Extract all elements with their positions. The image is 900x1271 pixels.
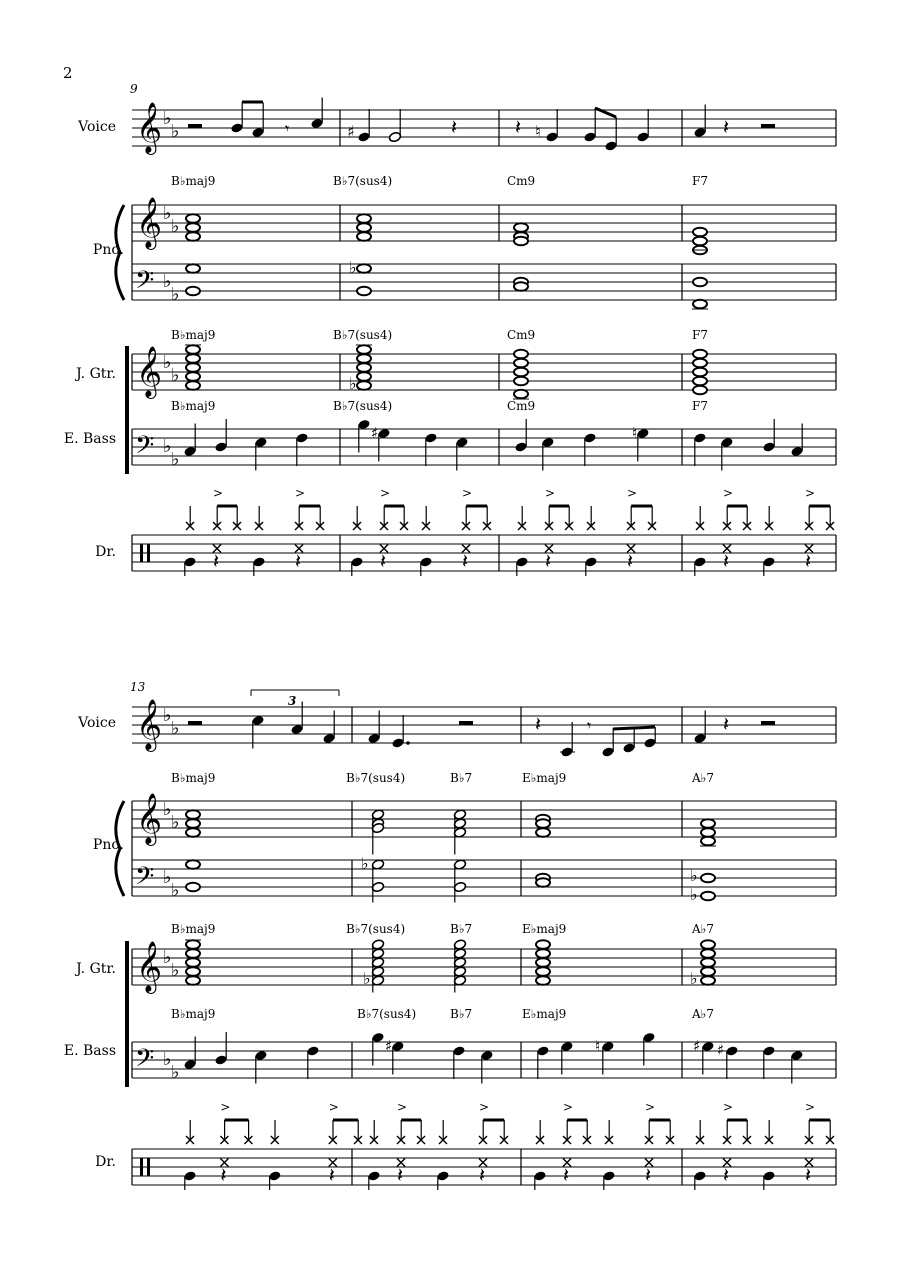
whole-note [701, 967, 715, 976]
sharp-icon: ♯ [717, 1041, 725, 1059]
quarter-rest: 𝄽 [723, 1163, 730, 1187]
whole-note [701, 874, 715, 883]
accent-mark: > [462, 486, 473, 500]
accent-mark: > [220, 1100, 231, 1114]
whole-note [536, 949, 550, 958]
half-rest [459, 721, 473, 726]
whole-note [514, 368, 528, 377]
whole-note [186, 949, 200, 958]
flat-icon: ♭ [171, 960, 180, 981]
measure-number: 13 [130, 680, 146, 694]
chord-symbol: B♭7(sus4) [346, 922, 406, 936]
quarter-rest: 𝄽 [627, 549, 634, 573]
instrument-label-guitar: J. Gtr. [76, 366, 116, 382]
quarter-rest: 𝄽 [462, 549, 469, 573]
flat-icon: ♭ [163, 867, 172, 888]
whole-note [536, 967, 550, 976]
whole-note [186, 264, 200, 273]
half-rest [188, 721, 202, 726]
instrument-label-voice: Voice [78, 119, 116, 135]
instrument-label-voice: Voice [78, 715, 116, 731]
whole-note [701, 958, 715, 967]
chord-symbol: E♭maj9 [522, 922, 567, 936]
whole-note [693, 350, 707, 359]
quarter-rest: 𝄽 [723, 712, 730, 736]
treble-clef-icon: 𝄞 [136, 102, 163, 153]
bass-clef-icon: 𝄢 [135, 1044, 155, 1079]
chord-symbol: B♭maj9 [171, 771, 216, 785]
chord-symbol: B♭maj9 [171, 174, 216, 188]
quarter-rest: 𝄽 [295, 549, 302, 573]
quarter-rest: 𝄽 [397, 1163, 404, 1187]
whole-note [536, 819, 550, 828]
quarter-rest: 𝄽 [213, 549, 220, 573]
treble-clef-icon: 𝄞 [136, 197, 163, 248]
beam [595, 108, 616, 117]
flat-icon: ♭ [171, 1062, 180, 1083]
whole-note [186, 287, 200, 296]
piano-brace [116, 205, 124, 300]
accent-mark: > [723, 486, 734, 500]
chord-symbol: B♭7 [450, 771, 473, 785]
whole-note [186, 967, 200, 976]
whole-note [186, 381, 200, 390]
accent-mark: > [563, 1100, 574, 1114]
percussion-clef-icon [147, 544, 150, 562]
eighth-rest: 𝄾 [587, 716, 592, 735]
half-rest [761, 721, 775, 726]
whole-note [186, 819, 200, 828]
flat-icon: ♭ [349, 374, 357, 393]
whole-note [186, 345, 200, 354]
instrument-label-piano: Pno. [92, 242, 124, 258]
whole-note [701, 940, 715, 949]
whole-note [186, 828, 200, 837]
chord-symbol: F7 [692, 328, 708, 342]
quarter-rest: 𝄽 [479, 1163, 486, 1187]
quarter-rest: 𝄽 [515, 115, 522, 139]
percussion-clef-icon [140, 1158, 143, 1176]
measure-number: 9 [130, 82, 138, 96]
accent-mark: > [545, 486, 556, 500]
accent-mark: > [645, 1100, 656, 1114]
chord-symbol: B♭maj9 [171, 328, 216, 342]
whole-note [186, 883, 200, 892]
accent-mark: > [805, 1100, 816, 1114]
whole-note [186, 232, 200, 241]
whole-note [357, 214, 371, 223]
quarter-rest: 𝄽 [723, 549, 730, 573]
whole-note [693, 228, 707, 237]
chord-symbol: B♭7 [450, 1007, 473, 1021]
whole-note [357, 345, 371, 354]
half-rest [188, 124, 202, 129]
quarter-rest: 𝄽 [805, 549, 812, 573]
flat-icon: ♭ [163, 799, 172, 820]
flat-icon: ♭ [163, 1049, 172, 1070]
whole-note [514, 282, 528, 291]
flat-icon: ♭ [163, 271, 172, 292]
flat-icon: ♭ [171, 812, 180, 833]
whole-note [701, 819, 715, 828]
whole-note [693, 386, 707, 395]
instrument-label-guitar: J. Gtr. [76, 961, 116, 977]
chord-symbol: E♭maj9 [522, 1007, 567, 1021]
accent-mark: > [723, 1100, 734, 1114]
instrument-label-bass: E. Bass [63, 1043, 116, 1059]
accent-mark: > [213, 486, 224, 500]
flat-icon: ♭ [171, 284, 180, 305]
chord-symbol: B♭maj9 [171, 922, 216, 936]
whole-note [186, 214, 200, 223]
whole-note [186, 363, 200, 372]
natural-icon: ♮ [632, 424, 638, 442]
whole-note [701, 892, 715, 901]
sharp-icon: ♯ [347, 122, 355, 141]
whole-note [186, 860, 200, 869]
chord-symbol: B♭7 [450, 922, 473, 936]
instrument-label-drums: Dr. [95, 544, 116, 560]
page-number: 2 [63, 64, 73, 82]
treble-clef-icon: 𝄞 [136, 941, 163, 992]
whole-note [357, 363, 371, 372]
bass-clef-icon: 𝄢 [135, 266, 155, 301]
whole-note [357, 223, 371, 232]
instrument-label-piano: Pno. [92, 837, 124, 853]
whole-note [693, 359, 707, 368]
sharp-icon: ♯ [385, 1037, 393, 1055]
chord-symbol: Cm9 [507, 328, 536, 342]
whole-note [701, 949, 715, 958]
natural-icon: ♮ [595, 1037, 601, 1055]
accent-mark: > [805, 486, 816, 500]
flat-icon: ♭ [171, 449, 180, 470]
whole-note [357, 354, 371, 363]
chord-symbol: Cm9 [507, 174, 536, 188]
flat-icon: ♭ [163, 436, 172, 457]
bass-clef-icon: 𝄢 [135, 862, 155, 897]
accent-mark: > [397, 1100, 408, 1114]
whole-note [357, 232, 371, 241]
flat-icon: ♭ [171, 216, 180, 237]
accent-mark: > [295, 486, 306, 500]
quarter-rest: 𝄽 [451, 115, 458, 139]
chord-symbol: B♭7(sus4) [357, 1007, 417, 1021]
dot [406, 741, 410, 745]
whole-note [514, 350, 528, 359]
quarter-rest: 𝄽 [220, 1163, 227, 1187]
whole-note [701, 976, 715, 985]
flat-icon: ♭ [163, 705, 172, 726]
flat-icon: ♭ [171, 718, 180, 739]
whole-note [514, 377, 528, 386]
flat-icon: ♭ [690, 885, 698, 904]
instrument-label-drums: Dr. [95, 1154, 116, 1170]
chord-symbol: F7 [692, 399, 708, 413]
flat-icon: ♭ [690, 969, 698, 988]
flat-icon: ♭ [163, 947, 172, 968]
tuplet-number: 3 [288, 694, 297, 708]
chord-symbol: A♭7 [692, 922, 714, 936]
chord-symbol: A♭7 [692, 771, 714, 785]
quarter-rest: 𝄽 [328, 1163, 335, 1187]
whole-note [186, 958, 200, 967]
half-rest [761, 124, 775, 129]
flat-icon: ♭ [163, 203, 172, 224]
chord-symbol: B♭7(sus4) [333, 399, 393, 413]
natural-icon: ♮ [535, 122, 541, 141]
whole-note [357, 372, 371, 381]
accent-mark: > [479, 1100, 490, 1114]
treble-clef-icon: 𝄞 [136, 793, 163, 844]
whole-note [701, 837, 715, 846]
quarter-rest: 𝄽 [563, 1163, 570, 1187]
whole-note [693, 278, 707, 287]
flat-icon: ♭ [171, 365, 180, 386]
instrument-label-bass: E. Bass [63, 431, 116, 447]
whole-note [536, 976, 550, 985]
whole-note [357, 264, 371, 273]
whole-note [186, 976, 200, 985]
sharp-icon: ♯ [371, 424, 379, 442]
whole-note [186, 354, 200, 363]
flat-icon: ♭ [171, 121, 180, 142]
chord-symbol: B♭7(sus4) [346, 771, 406, 785]
flat-icon: ♭ [363, 969, 371, 988]
flat-icon: ♭ [361, 854, 369, 873]
percussion-clef-icon [140, 544, 143, 562]
treble-clef-icon: 𝄞 [136, 699, 163, 750]
flat-icon: ♭ [171, 880, 180, 901]
whole-note [536, 958, 550, 967]
chord-symbol: B♭maj9 [171, 1007, 216, 1021]
piano-brace [116, 801, 124, 896]
accent-mark: > [627, 486, 638, 500]
sharp-icon: ♯ [693, 1037, 701, 1055]
whole-note [186, 940, 200, 949]
whole-note [357, 381, 371, 390]
flat-icon: ♭ [163, 352, 172, 373]
chord-symbol: F7 [692, 174, 708, 188]
whole-note [701, 828, 715, 837]
whole-note [186, 223, 200, 232]
whole-note [693, 368, 707, 377]
chord-symbol: Cm9 [507, 399, 536, 413]
bass-clef-icon: 𝄢 [135, 431, 155, 466]
whole-note [536, 828, 550, 837]
flat-icon: ♭ [690, 866, 698, 885]
chord-symbol: B♭7(sus4) [333, 328, 393, 342]
quarter-rest: 𝄽 [380, 549, 387, 573]
percussion-clef-icon [147, 1158, 150, 1176]
whole-note [693, 300, 707, 309]
accent-mark: > [380, 486, 391, 500]
quarter-rest: 𝄽 [805, 1163, 812, 1187]
whole-note [514, 223, 528, 232]
quarter-rest: 𝄽 [545, 549, 552, 573]
whole-note [514, 390, 528, 399]
chord-symbol: A♭7 [692, 1007, 714, 1021]
whole-note [536, 878, 550, 887]
flat-icon: ♭ [349, 258, 357, 277]
chord-symbol: B♭maj9 [171, 399, 216, 413]
chord-symbol: B♭7(sus4) [333, 174, 393, 188]
whole-note [514, 237, 528, 246]
accent-mark: > [328, 1100, 339, 1114]
whole-note [693, 377, 707, 386]
treble-clef-icon: 𝄞 [136, 346, 163, 397]
whole-note [186, 372, 200, 381]
flat-icon: ♭ [163, 108, 172, 129]
eighth-rest: 𝄾 [285, 119, 290, 138]
chord-symbol: E♭maj9 [522, 771, 567, 785]
quarter-rest: 𝄽 [723, 115, 730, 139]
whole-note [186, 810, 200, 819]
quarter-rest: 𝄽 [535, 712, 542, 736]
whole-note [536, 940, 550, 949]
quarter-rest: 𝄽 [645, 1163, 652, 1187]
whole-note [693, 237, 707, 246]
whole-note [357, 287, 371, 296]
whole-note [514, 359, 528, 368]
